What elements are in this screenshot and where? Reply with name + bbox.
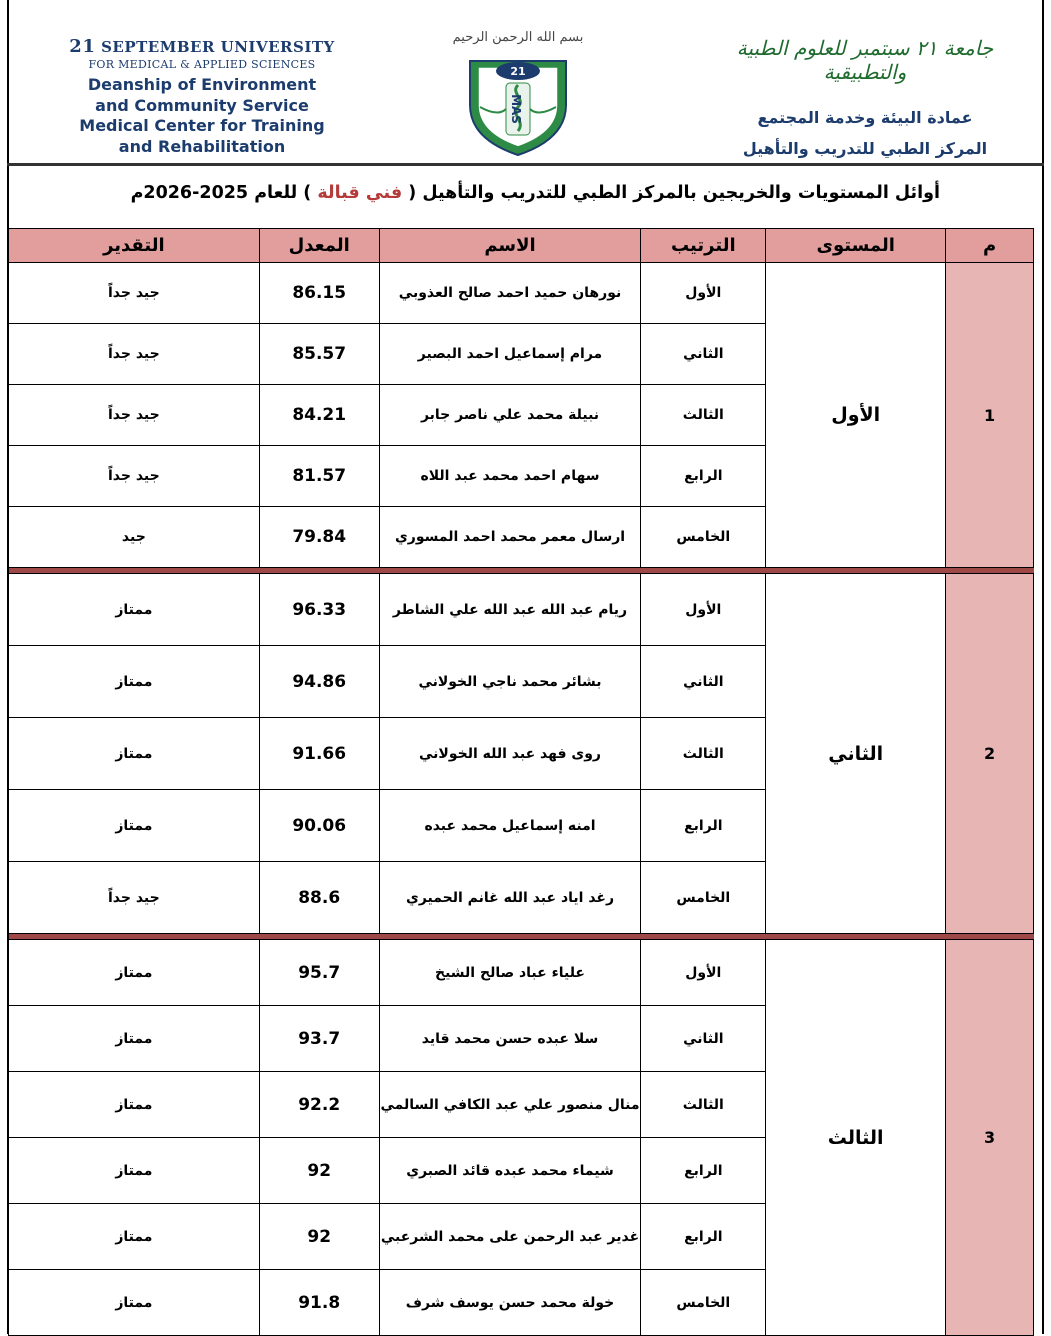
cell-name: روى فهد عبد الله الخولاني <box>379 718 641 790</box>
cell-rank: الثاني <box>641 1006 766 1072</box>
cell-rank: الأول <box>641 574 766 646</box>
cell-grade: جيد جداً <box>9 446 260 507</box>
cell-rank: الخامس <box>641 507 766 568</box>
cell-average: 86.15 <box>259 263 379 324</box>
cell-grade: جيد جداً <box>9 862 260 934</box>
university-name-ar: جامعة ٢١ سبتمبر للعلوم الطبية والتطبيقية <box>736 36 994 84</box>
cell-average: 92 <box>259 1138 379 1204</box>
logo-number: 21 <box>510 65 526 78</box>
cell-average: 85.57 <box>259 324 379 385</box>
document-title <box>60 183 940 203</box>
cell-grade: جيد جداً <box>9 263 260 324</box>
cell-average: 88.6 <box>259 862 379 934</box>
cell-average: 91.8 <box>259 1270 379 1336</box>
table-header-row <box>9 229 1034 263</box>
cell-grade: جيد جداً <box>9 324 260 385</box>
cell-grade: ممتاز <box>9 646 260 718</box>
group-level: الثالث <box>766 940 946 1336</box>
cell-average: 96.33 <box>259 574 379 646</box>
cell-rank: الثاني <box>641 324 766 385</box>
cell-rank: الثالث <box>641 718 766 790</box>
results-table <box>8 228 1034 1336</box>
cell-rank: الرابع <box>641 1138 766 1204</box>
basmala: بسم الله الرحمن الرحيم <box>452 30 584 45</box>
cell-name: ريام عبد الله عبد الله علي الشاطر <box>379 574 641 646</box>
table-row <box>9 263 1034 324</box>
cell-grade: ممتاز <box>9 790 260 862</box>
cell-name: ارسال معمر محمد احمد المسوري <box>379 507 641 568</box>
cell-name: خولة محمد حسن يوسف شرف <box>379 1270 641 1336</box>
title-suffix: ) للعام 2025-2026م <box>130 183 312 203</box>
university-logo-svg <box>458 47 578 159</box>
university-name-en <box>52 36 352 57</box>
cell-name: نبيلة محمد علي ناصر جابر <box>379 385 641 446</box>
cell-rank: الثالث <box>641 1072 766 1138</box>
deanship-line: and Community Service <box>95 95 309 115</box>
title-prefix: أوائل المستويات والخريجين بالمركز الطبي للتدريب والتأهيل ( <box>408 183 940 203</box>
deanship-en <box>52 75 352 157</box>
header-grade: التقدير <box>9 229 260 263</box>
header-divider <box>7 163 1044 166</box>
cell-name: سلا عبده حسن محمد قايد <box>379 1006 641 1072</box>
table-row <box>9 574 1034 646</box>
cell-grade: ممتاز <box>9 1006 260 1072</box>
cell-name: سهام احمد محمد عبد اللاه <box>379 446 641 507</box>
cell-average: 84.21 <box>259 385 379 446</box>
cell-name: شيماء محمد عبده قائد الصبري <box>379 1138 641 1204</box>
header-num: م <box>946 229 1034 263</box>
university-number: 21 <box>69 36 96 57</box>
university-subtitle-en: FOR MEDICAL & APPLIED SCIENCES <box>88 58 316 71</box>
cell-average: 92.2 <box>259 1072 379 1138</box>
group-number: 3 <box>946 940 1034 1336</box>
cell-average: 93.7 <box>259 1006 379 1072</box>
cell-average: 94.86 <box>259 646 379 718</box>
cell-name: غدير عبد الرحمن على محمد الشرعبي <box>379 1204 641 1270</box>
cell-rank: الخامس <box>641 1270 766 1336</box>
group-number: 1 <box>946 263 1034 568</box>
university-logo <box>458 47 578 159</box>
deanship-line: and Rehabilitation <box>118 136 286 156</box>
cell-grade: جيد <box>9 507 260 568</box>
group-level: الأول <box>766 263 946 568</box>
cell-name: بشائر محمد ناجي الخولاني <box>379 646 641 718</box>
cell-average: 92 <box>259 1204 379 1270</box>
header-arabic-block <box>720 36 1010 158</box>
cell-rank: الرابع <box>641 790 766 862</box>
logo-text: MAS <box>509 94 523 124</box>
group-number: 2 <box>946 574 1034 934</box>
cell-rank: الأول <box>641 940 766 1006</box>
cell-grade: جيد جداً <box>9 385 260 446</box>
cell-rank: الرابع <box>641 446 766 507</box>
cell-grade: ممتاز <box>9 940 260 1006</box>
cell-rank: الثالث <box>641 385 766 446</box>
cell-grade: ممتاز <box>9 574 260 646</box>
header-english-block <box>52 36 352 157</box>
center-name-ar: المركز الطبي للتدريب والتأهيل <box>742 139 988 158</box>
header-average: المعدل <box>259 229 379 263</box>
cell-name: نورهان حميد احمد صالح العذوبي <box>379 263 641 324</box>
deanship-line: Deanship of Environment <box>87 75 317 94</box>
cell-average: 90.06 <box>259 790 379 862</box>
cell-rank: الخامس <box>641 862 766 934</box>
cell-name: علياء عباد صالح الشيخ <box>379 940 641 1006</box>
cell-average: 79.84 <box>259 507 379 568</box>
cell-grade: ممتاز <box>9 718 260 790</box>
title-specialty: فني قبالة <box>317 183 403 203</box>
cell-name: رغد اياد عبد الله غانم الحميري <box>379 862 641 934</box>
cell-rank: الثاني <box>641 646 766 718</box>
header-level: المستوى <box>766 229 946 263</box>
header-rank: الترتيب <box>641 229 766 263</box>
cell-name: منال منصور علي عبد الكافي السالمي <box>379 1072 641 1138</box>
cell-grade: ممتاز <box>9 1072 260 1138</box>
header-name: الاسم <box>379 229 641 263</box>
cell-grade: ممتاز <box>9 1204 260 1270</box>
cell-grade: ممتاز <box>9 1138 260 1204</box>
cell-grade: ممتاز <box>9 1270 260 1336</box>
deanship-ar: عمادة البيئة وخدمة المجتمع <box>757 108 973 127</box>
cell-average: 91.66 <box>259 718 379 790</box>
university-name-text: SEPTEMBER UNIVERSITY <box>101 38 335 56</box>
cell-name: مرام إسماعيل احمد البصير <box>379 324 641 385</box>
cell-rank: الأول <box>641 263 766 324</box>
table-row <box>9 940 1034 1006</box>
cell-average: 81.57 <box>259 446 379 507</box>
group-level: الثاني <box>766 574 946 934</box>
cell-average: 95.7 <box>259 940 379 1006</box>
cell-name: امنه إسماعيل محمد عبده <box>379 790 641 862</box>
header-logo-block <box>448 30 588 159</box>
deanship-line: Medical Center for Training <box>79 116 325 135</box>
cell-rank: الرابع <box>641 1204 766 1270</box>
